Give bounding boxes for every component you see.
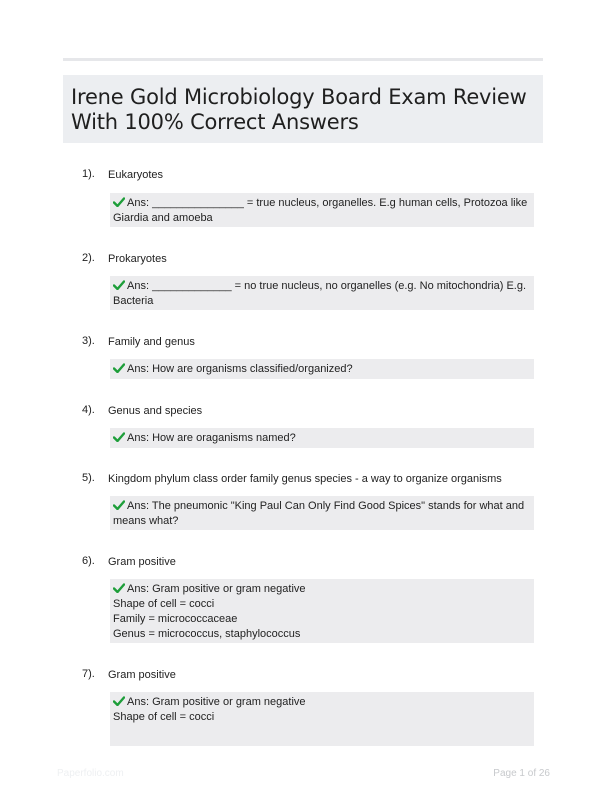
title-line-1: Irene Gold Microbiology Board Exam Review: [71, 85, 527, 109]
question-number: 6).: [82, 555, 95, 567]
answer-line: Shape of cell = cocci: [113, 711, 215, 723]
answer-line: Ans: _____________ = no true nucleus, no organelles (e.g. No mitochondria) E.g.: [127, 280, 527, 292]
question-text: Eukaryotes: [108, 169, 164, 181]
question-text: Genus and species: [108, 405, 203, 417]
answer-line: Genus = micrococcus, staphylococcus: [113, 628, 301, 640]
question-number: 2).: [82, 252, 95, 264]
checkmark-icon: [113, 363, 125, 373]
answer-line: Family = micrococcaceae: [113, 613, 238, 625]
answer-line: Giardia and amoeba: [113, 212, 213, 224]
question-text: Kingdom phylum class order family genus species - a way to organize organisms: [108, 473, 502, 485]
answer-box: [110, 276, 534, 310]
question-number: 3).: [82, 335, 95, 347]
checkmark-icon: [113, 583, 125, 593]
question-text: Gram positive: [108, 669, 176, 681]
answer-line: Ans: Gram positive or gram negative: [127, 583, 306, 595]
answer-line: Ans: How are oraganisms named?: [127, 432, 296, 444]
answer-line: Bacteria: [113, 295, 154, 307]
answer-line: Ans: How are organisms classified/organized?: [127, 363, 353, 375]
footer-site-watermark: Paperfolio.com: [57, 768, 124, 779]
checkmark-icon: [113, 432, 125, 442]
question-number: 1).: [82, 168, 95, 180]
answer-line: Ans: _______________ = true nucleus, organelles. E.g human cells, Protozoa like: [127, 197, 528, 209]
checkmark-icon: [113, 696, 125, 706]
answer-box: [110, 193, 534, 227]
answer-box: [110, 359, 534, 379]
question-text: Family and genus: [108, 336, 195, 348]
title-line-2: With 100% Correct Answers: [71, 110, 359, 134]
question-number: 5).: [82, 472, 95, 484]
answer-line: means what?: [113, 515, 179, 527]
checkmark-icon: [113, 197, 125, 207]
title-banner: [63, 75, 543, 143]
top-divider: [63, 58, 543, 61]
answer-box: [110, 579, 534, 643]
question-number: 4).: [82, 404, 95, 416]
checkmark-icon: [113, 280, 125, 290]
document-title: [71, 85, 535, 135]
footer-page-number: Page 1 of 26: [493, 768, 550, 779]
checkmark-icon: [113, 500, 125, 510]
answer-line: Ans: The pneumonic "King Paul Can Only Find Good Spices" stands for what and: [127, 500, 525, 512]
question-text: Prokaryotes: [108, 253, 167, 265]
answer-box: [110, 692, 534, 746]
answer-line: Ans: Gram positive or gram negative: [127, 696, 306, 708]
answer-box: [110, 428, 534, 448]
answer-line: Shape of cell = cocci: [113, 598, 215, 610]
question-number: 7).: [82, 668, 95, 680]
answer-box: [110, 496, 534, 530]
question-text: Gram positive: [108, 556, 176, 568]
